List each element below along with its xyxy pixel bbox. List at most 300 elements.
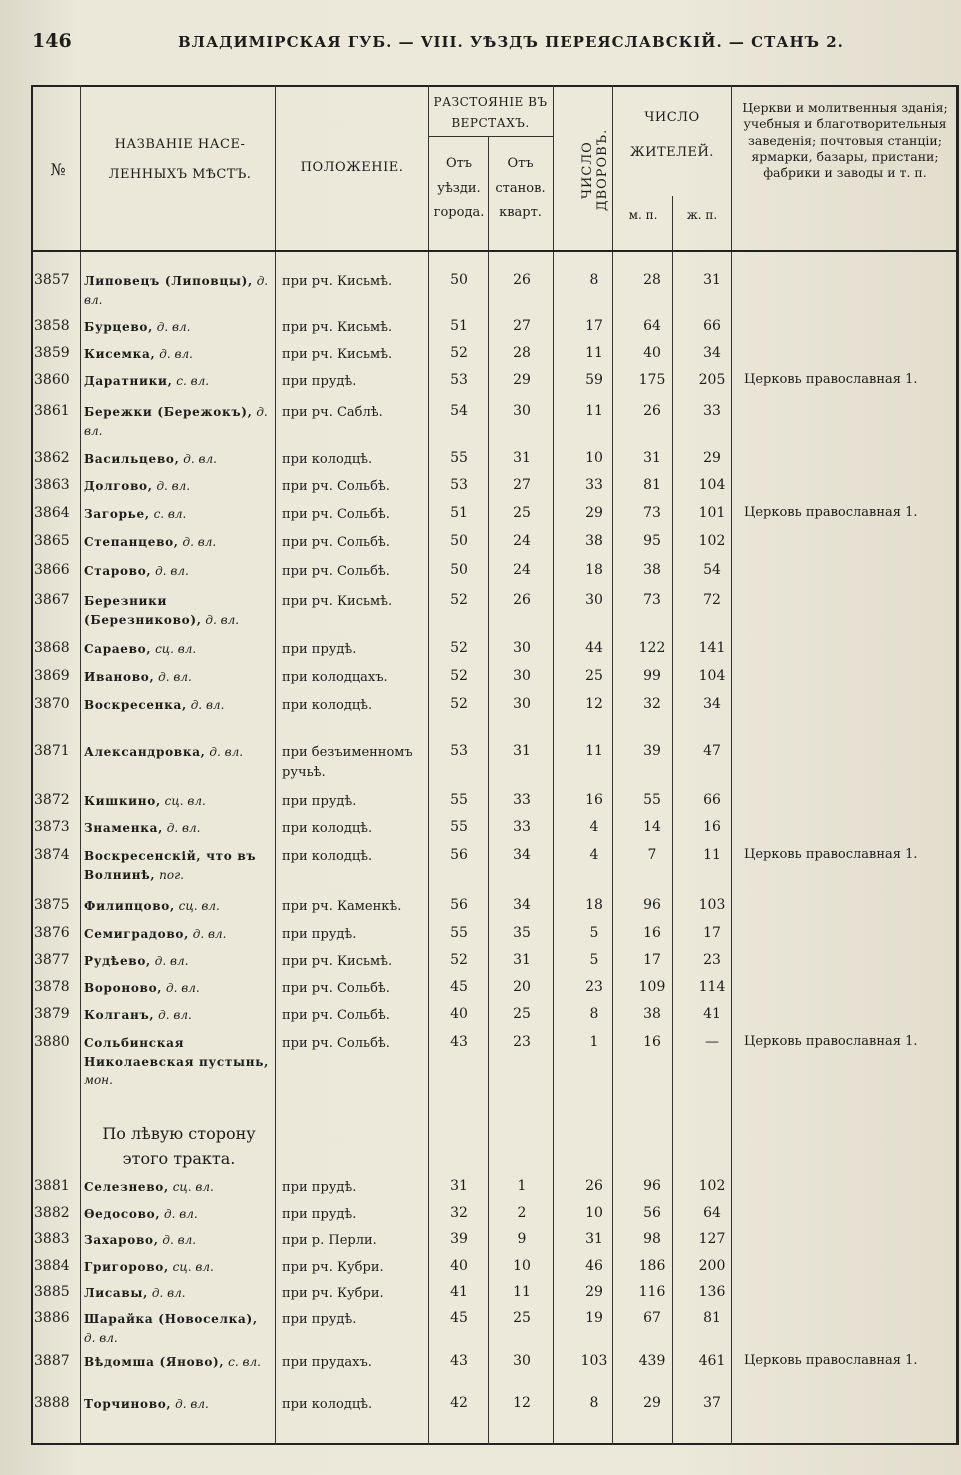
table-cell-name <box>84 272 270 309</box>
table-cell-number: 3861 <box>34 403 70 419</box>
table-cell-number: 3862 <box>34 450 70 466</box>
table-cell-dist-city: 39 <box>450 1231 468 1247</box>
col-header-male: м. п. <box>628 208 658 222</box>
table-cell-female: 66 <box>703 318 721 334</box>
table-cell-dist-city: 42 <box>450 1395 468 1411</box>
place-type: д. вл. <box>154 670 192 684</box>
table-cell-position: при рч. Кисьмѣ. <box>282 347 393 362</box>
table-cell-dist-stan: 33 <box>513 792 531 808</box>
table-cell-dist-stan: 30 <box>513 696 531 712</box>
table-cell-female: 200 <box>698 1258 726 1274</box>
table-cell-male: 116 <box>638 1284 666 1300</box>
table-cell-female: 31 <box>703 272 721 288</box>
table-cell-dist-city: 55 <box>450 792 468 808</box>
table-cell-female: 104 <box>698 668 726 684</box>
group-rule <box>428 136 553 137</box>
place-name: Шарайка (Новоселка), <box>84 1312 258 1326</box>
table-cell-female: 136 <box>698 1284 726 1300</box>
table-cell-number: 3869 <box>34 668 70 684</box>
col-header-position: ПОЛОЖЕНІЕ. <box>300 160 404 175</box>
table-cell-female: 64 <box>703 1205 721 1221</box>
place-type: д. вл. <box>155 347 193 361</box>
table-cell-households: 1 <box>589 1034 599 1050</box>
table-cell-dist-city: 32 <box>450 1205 468 1221</box>
table-cell-name <box>84 592 270 629</box>
col-rule <box>428 85 429 1445</box>
table-cell-number: 3873 <box>34 819 70 835</box>
table-cell-name <box>84 743 270 762</box>
table-cell-name <box>84 1258 270 1277</box>
table-cell-dist-city: 52 <box>450 696 468 712</box>
table-cell-households: 8 <box>589 272 599 288</box>
table-cell-female: 81 <box>703 1310 721 1326</box>
table-cell-dist-city: 40 <box>450 1006 468 1022</box>
place-name: Долгово, <box>84 479 153 493</box>
table-cell-female: 17 <box>703 925 721 941</box>
table-cell-male: 96 <box>643 1178 661 1194</box>
section-subheading: По лѣвую сторону этого тракта. <box>102 1124 256 1168</box>
table-cell-number: 3866 <box>34 562 70 578</box>
table-cell-dist-stan: 23 <box>513 1034 531 1050</box>
col-header-number: № <box>50 160 66 179</box>
place-name: Рудѣево, <box>84 954 151 968</box>
table-cell-male: 32 <box>643 696 661 712</box>
table-cell-note: Церковь православная 1. <box>744 1034 918 1049</box>
table-cell-position: при прудѣ. <box>282 642 357 657</box>
place-name: Степанцево, <box>84 535 179 549</box>
col-rule <box>488 136 489 1445</box>
table-cell-households: 23 <box>585 979 603 995</box>
table-cell-male: 175 <box>638 372 666 388</box>
place-type: сц. вл. <box>151 642 197 656</box>
place-name: Лисавы, <box>84 1286 149 1300</box>
table-cell-dist-stan: 9 <box>517 1231 527 1247</box>
table-cell-dist-city: 56 <box>450 897 468 913</box>
table-cell-dist-city: 55 <box>450 925 468 941</box>
table-cell-dist-city: 55 <box>450 450 468 466</box>
table-cell-name <box>84 925 270 944</box>
place-type: д. вл. <box>178 535 217 549</box>
table-cell-number: 3859 <box>34 345 70 361</box>
table-cell-number: 3886 <box>34 1310 70 1326</box>
place-type: д. вл. <box>158 1233 197 1247</box>
table-cell-female: 33 <box>703 403 721 419</box>
page-number: 146 <box>32 30 72 52</box>
table-cell-number: 3885 <box>34 1284 70 1300</box>
table-cell-female: 114 <box>698 979 726 995</box>
place-type: д. вл. <box>84 1330 118 1345</box>
table-cell-households: 4 <box>589 847 599 863</box>
table-cell-number: 3865 <box>34 533 70 549</box>
place-name: Кишкино, <box>84 794 161 808</box>
table-cell-dist-stan: 11 <box>513 1284 531 1300</box>
table-cell-female: 102 <box>698 533 726 549</box>
table-cell-female: 205 <box>698 372 726 388</box>
table-cell-dist-stan: 2 <box>517 1205 527 1221</box>
table-cell-male: 186 <box>638 1258 666 1274</box>
table-cell-households: 33 <box>585 477 603 493</box>
table-cell-female: 101 <box>698 505 726 521</box>
place-name: Липовецъ (Липовцы), <box>84 274 253 288</box>
table-cell-dist-stan: 26 <box>513 272 531 288</box>
place-type: д. вл. <box>201 612 240 627</box>
table-cell-female: 37 <box>703 1395 721 1411</box>
table-cell-male: 26 <box>643 403 661 419</box>
table-cell-female: 103 <box>698 897 726 913</box>
table-cell-dist-city: 56 <box>450 847 468 863</box>
table-cell-female: 461 <box>698 1353 726 1369</box>
table-cell-dist-stan: 28 <box>513 345 531 361</box>
table-cell-households: 29 <box>585 505 603 521</box>
table-cell-position: при рч. Сольбѣ. <box>282 1036 390 1051</box>
table-cell-number: 3888 <box>34 1395 70 1411</box>
table-cell-number: 3860 <box>34 372 70 388</box>
table-cell-position: при рч. Кисьмѣ. <box>282 320 393 335</box>
table-cell-male: 81 <box>643 477 661 493</box>
table-cell-households: 18 <box>585 897 603 913</box>
table-cell-number: 3871 <box>34 743 70 759</box>
place-name: Бурцево, <box>84 320 153 334</box>
place-name: Колганъ, <box>84 1008 155 1022</box>
place-type: д. вл. <box>151 564 189 578</box>
table-cell-dist-city: 50 <box>450 272 468 288</box>
table-cell-number: 3878 <box>34 979 70 995</box>
table-cell-name <box>84 1006 270 1025</box>
place-name: Вѣдомша (Яново), <box>84 1355 225 1369</box>
table-cell-dist-stan: 31 <box>513 743 531 759</box>
place-name: Сольбинская Николаевская пустынь, <box>84 1036 269 1069</box>
table-cell-number: 3876 <box>34 925 70 941</box>
table-cell-households: 11 <box>585 403 603 419</box>
place-type: д. вл. <box>150 954 189 968</box>
table-cell-dist-stan: 30 <box>513 403 531 419</box>
place-name: Семиградово, <box>84 927 189 941</box>
table-cell-male: 7 <box>647 847 657 863</box>
table-cell-dist-city: 54 <box>450 403 468 419</box>
table-cell-position: при рч. Кисьмѣ. <box>282 594 393 609</box>
table-cell-dist-stan: 33 <box>513 819 531 835</box>
place-type: сц. вл. <box>168 1260 214 1274</box>
table-cell-number: 3875 <box>34 897 70 913</box>
table-cell-male: 40 <box>643 345 661 361</box>
table-cell-dist-city: 55 <box>450 819 468 835</box>
table-cell-households: 11 <box>585 743 603 759</box>
table-cell-dist-stan: 26 <box>513 592 531 608</box>
table-cell-position: при рч. Кисьмѣ. <box>282 274 393 289</box>
table-cell-dist-stan: 30 <box>513 668 531 684</box>
table-cell-male: 39 <box>643 743 661 759</box>
place-name: Воскресенка, <box>84 698 187 712</box>
table-cell-female: 29 <box>703 450 721 466</box>
table-cell-number: 3868 <box>34 640 70 656</box>
table-cell-position: при рч. Кубри. <box>282 1260 384 1275</box>
place-name: Васильцево, <box>84 452 180 466</box>
table-cell-number: 3858 <box>34 318 70 334</box>
table-cell-male: 73 <box>643 592 661 608</box>
table-cell-households: 5 <box>589 952 599 968</box>
place-type: пог. <box>155 867 184 882</box>
table-cell-dist-city: 52 <box>450 952 468 968</box>
place-type: д. вл. <box>188 927 227 941</box>
table-cell-number: 3874 <box>34 847 70 863</box>
place-name: Березники (Березниково), <box>84 594 202 627</box>
table-cell-households: 8 <box>589 1395 599 1411</box>
table-cell-dist-city: 52 <box>450 640 468 656</box>
table-cell-name <box>84 1178 270 1197</box>
table-cell-number: 3864 <box>34 505 70 521</box>
place-type: с. вл. <box>149 507 187 521</box>
table-cell-note: Церковь православная 1. <box>744 505 918 520</box>
table-cell-dist-city: 51 <box>450 505 468 521</box>
table-cell-dist-stan: 24 <box>513 562 531 578</box>
table-cell-dist-stan: 10 <box>513 1258 531 1274</box>
table-cell-households: 103 <box>580 1353 608 1369</box>
table-cell-male: 67 <box>643 1310 661 1326</box>
table-cell-male: 439 <box>638 1353 666 1369</box>
table-cell-number: 3872 <box>34 792 70 808</box>
place-type: д. вл. <box>84 274 269 307</box>
table-cell-households: 18 <box>585 562 603 578</box>
page-title: ВЛАДИМІРСКАЯ ГУБ. — VIII. УѢЗДЪ ПЕРЕЯСЛАВСКІЙ. — СТАНЪ 2. <box>178 33 844 51</box>
table-cell-dist-city: 50 <box>450 533 468 549</box>
table-cell-number: 3880 <box>34 1034 70 1050</box>
table-cell-name <box>84 847 270 884</box>
place-name: Воскресенскій, что въ Волнинѣ, <box>84 849 257 882</box>
table-cell-position: при безъименномъ ручьѣ. <box>282 745 413 781</box>
table-cell-position: при прудѣ. <box>282 794 357 809</box>
table-cell-female: 23 <box>703 952 721 968</box>
col-header-name: НАЗВАНІЕ НАСЕ-ЛЕННЫХЪ МѢСТЪ. <box>108 137 252 182</box>
table-cell-name <box>84 345 270 364</box>
place-type: с. вл. <box>172 374 210 388</box>
table-cell-male: 16 <box>643 925 661 941</box>
table-cell-number: 3882 <box>34 1205 70 1221</box>
table-cell-name <box>84 450 270 469</box>
table-cell-position: при рч. Сольбѣ. <box>282 1008 390 1023</box>
table-cell-name <box>84 819 270 838</box>
table-cell-female: 34 <box>703 696 721 712</box>
place-name: Сараево, <box>84 642 152 656</box>
place-type: мон. <box>84 1073 113 1088</box>
table-cell-number: 3857 <box>34 272 70 288</box>
table-cell-note: Церковь православная 1. <box>744 1353 918 1368</box>
table-cell-number: 3863 <box>34 477 70 493</box>
table-cell-name <box>84 372 270 391</box>
place-type: д. вл. <box>160 1207 198 1221</box>
table-cell-male: 31 <box>643 450 661 466</box>
table-cell-households: 16 <box>585 792 603 808</box>
table-cell-number: 3884 <box>34 1258 70 1274</box>
place-type: сц. вл. <box>168 1180 214 1194</box>
table-cell-female: 41 <box>703 1006 721 1022</box>
table-cell-position: при колодцахъ. <box>282 670 388 685</box>
table-cell-households: 46 <box>585 1258 603 1274</box>
table-cell-number: 3867 <box>34 592 70 608</box>
table-cell-position: при колодцѣ. <box>282 849 373 864</box>
place-type: д. вл. <box>162 981 200 995</box>
table-cell-dist-stan: 1 <box>517 1178 527 1194</box>
table-cell-position: при рч. Саблѣ. <box>282 405 383 420</box>
table-cell-position: при рч. Кубри. <box>282 1286 384 1301</box>
table-cell-households: 25 <box>585 668 603 684</box>
place-name: Захарово, <box>84 1233 159 1247</box>
place-type: д. вл. <box>152 479 191 493</box>
table-cell-households: 26 <box>585 1178 603 1194</box>
table-cell-male: 56 <box>643 1205 661 1221</box>
table-cell-households: 4 <box>589 819 599 835</box>
place-type: д. вл. <box>152 320 191 334</box>
table-cell-households: 29 <box>585 1284 603 1300</box>
table-cell-number: 3870 <box>34 696 70 712</box>
table-cell-name <box>84 1284 270 1303</box>
place-name: Ѳедосово, <box>84 1207 161 1221</box>
table-cell-position: при прудѣ. <box>282 927 357 942</box>
place-name: Старово, <box>84 564 152 578</box>
table-cell-male: 38 <box>643 1006 661 1022</box>
place-name: Вороново, <box>84 981 163 995</box>
table-cell-name <box>84 696 270 715</box>
col-header-population: ЧИСЛО ЖИТЕЛЕЙ. <box>630 110 714 161</box>
table-cell-dist-city: 45 <box>450 1310 468 1326</box>
table-cell-position: при колодцѣ. <box>282 452 373 467</box>
table-cell-position: при рч. Сольбѣ. <box>282 535 390 550</box>
place-name: Торчиново, <box>84 1397 172 1411</box>
table-cell-name <box>84 952 270 971</box>
col-header-dist-city: Отъ уѣзди. города. <box>433 156 485 221</box>
table-cell-households: 12 <box>585 696 603 712</box>
table-cell-name <box>84 792 270 811</box>
place-name: Загорье, <box>84 507 150 521</box>
table-cell-dist-city: 53 <box>450 743 468 759</box>
table-cell-name <box>84 640 270 659</box>
place-type: д. вл. <box>205 745 244 759</box>
table-cell-dist-stan: 12 <box>513 1395 531 1411</box>
table-cell-position: при р. Перли. <box>282 1233 377 1248</box>
table-cell-dist-stan: 34 <box>513 897 531 913</box>
table-cell-female: 16 <box>703 819 721 835</box>
table-cell-female: 54 <box>703 562 721 578</box>
table-cell-households: 59 <box>585 372 603 388</box>
table-cell-dist-city: 45 <box>450 979 468 995</box>
table-cell-name <box>84 562 270 581</box>
table-cell-male: 98 <box>643 1231 661 1247</box>
table-cell-name <box>84 1395 270 1414</box>
table-cell-name <box>84 1231 270 1250</box>
place-type: сц. вл. <box>160 794 206 808</box>
table-cell-position: при прудѣ. <box>282 1180 357 1195</box>
table-cell-position: при рч. Сольбѣ. <box>282 507 390 522</box>
table-cell-households: 17 <box>585 318 603 334</box>
table-cell-dist-stan: 24 <box>513 533 531 549</box>
table-cell-name <box>84 1310 270 1347</box>
table-cell-households: 5 <box>589 925 599 941</box>
table-cell-position: при колодцѣ. <box>282 698 373 713</box>
table-cell-dist-city: 43 <box>450 1034 468 1050</box>
table-cell-households: 31 <box>585 1231 603 1247</box>
table-cell-female: 141 <box>698 640 726 656</box>
table-cell-dist-stan: 30 <box>513 640 531 656</box>
table-cell-dist-stan: 25 <box>513 1006 531 1022</box>
place-name: Селезнево, <box>84 1180 169 1194</box>
col-header-notes: Церкви и молитвенныя зданія; учебныя и благотворительныя заведенія; почтовыя станціи; ярмарки, базары, пристани; фабрики и заводы и т. п. <box>742 100 948 180</box>
table-cell-households: 44 <box>585 640 603 656</box>
table-cell-male: 109 <box>638 979 666 995</box>
table-cell-female: 127 <box>698 1231 726 1247</box>
table-cell-number: 3879 <box>34 1006 70 1022</box>
place-type: д. вл. <box>179 452 217 466</box>
table-cell-female: 102 <box>698 1178 726 1194</box>
table-cell-female: 104 <box>698 477 726 493</box>
table-cell-name <box>84 505 270 524</box>
table-cell-households: 11 <box>585 345 603 361</box>
table-cell-dist-stan: 20 <box>513 979 531 995</box>
table-cell-households: 10 <box>585 450 603 466</box>
place-type: д. вл. <box>171 1397 209 1411</box>
table-cell-dist-city: 51 <box>450 318 468 334</box>
table-cell-male: 29 <box>643 1395 661 1411</box>
table-cell-male: 14 <box>643 819 661 835</box>
table-cell-dist-stan: 31 <box>513 952 531 968</box>
table-cell-number: 3887 <box>34 1353 70 1369</box>
table-cell-name <box>84 318 270 337</box>
place-name: Даратники, <box>84 374 173 388</box>
table-cell-position: при прудѣ. <box>282 1207 357 1222</box>
table-cell-dist-city: 52 <box>450 668 468 684</box>
table-cell-dist-stan: 34 <box>513 847 531 863</box>
place-name: Иваново, <box>84 670 155 684</box>
table-cell-position: при колодцѣ. <box>282 821 373 836</box>
table-cell-name <box>84 1205 270 1224</box>
place-name: Знаменка, <box>84 821 163 835</box>
table-cell-position: при прудѣ. <box>282 374 357 389</box>
col-rule <box>275 85 276 1445</box>
place-type: сц. вл. <box>174 899 220 913</box>
table-cell-households: 38 <box>585 533 603 549</box>
table-cell-male: 73 <box>643 505 661 521</box>
table-cell-male: 16 <box>643 1034 661 1050</box>
table-cell-households: 19 <box>585 1310 603 1326</box>
table-cell-dist-stan: 25 <box>513 1310 531 1326</box>
table-cell-female: 11 <box>703 847 721 863</box>
table-cell-households: 30 <box>585 592 603 608</box>
running-head <box>0 30 961 56</box>
header-rule <box>31 250 959 252</box>
table-cell-male: 96 <box>643 897 661 913</box>
place-type: с. вл. <box>224 1355 261 1369</box>
table-cell-female: 66 <box>703 792 721 808</box>
table-cell-name <box>84 979 270 998</box>
place-name: Бережки (Бережокъ), <box>84 405 253 419</box>
table-cell-position: при рч. Кисьмѣ. <box>282 954 393 969</box>
table-cell-dist-stan: 35 <box>513 925 531 941</box>
table-cell-dist-stan: 31 <box>513 450 531 466</box>
table-cell-dist-city: 52 <box>450 592 468 608</box>
table-cell-position: при рч. Сольбѣ. <box>282 981 390 996</box>
table-cell-note: Церковь православная 1. <box>744 847 918 862</box>
place-type: д. вл. <box>154 1008 192 1022</box>
table-cell-dist-city: 53 <box>450 372 468 388</box>
table-cell-position: при колодцѣ. <box>282 1397 373 1412</box>
table-cell-name <box>84 1034 270 1090</box>
table-cell-dist-city: 41 <box>450 1284 468 1300</box>
table-cell-female: — <box>705 1034 719 1050</box>
table-cell-position: при рч. Сольбѣ. <box>282 479 390 494</box>
place-type: д. вл. <box>162 821 201 835</box>
table-cell-dist-city: 31 <box>450 1178 468 1194</box>
table-cell-dist-city: 52 <box>450 345 468 361</box>
table-cell-female: 34 <box>703 345 721 361</box>
table-cell-male: 28 <box>643 272 661 288</box>
